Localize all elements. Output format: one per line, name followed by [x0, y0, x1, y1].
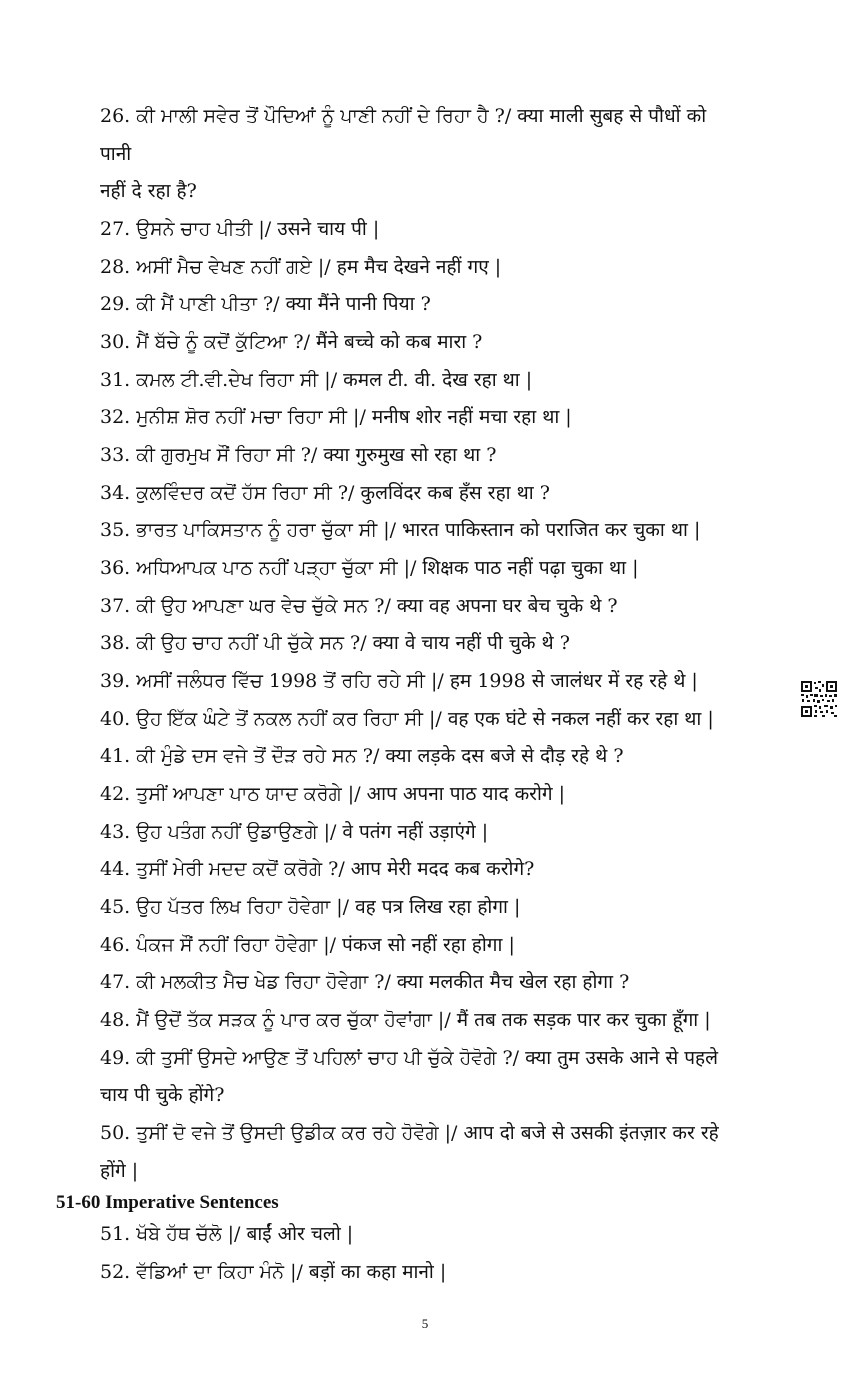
page-number: 5	[421, 1316, 429, 1331]
sentence-34: 34. ਕੁਲਵਿੰਦਰ ਕਦੋਂ ਹੱਸ ਰਿਹਾ ਸੀ ?/ कुलविंदर कब हँस रहा था ?	[100, 482, 550, 504]
sentence-44: 44. ਤੁਸੀਂ ਮੇਰੀ ਮਦਦ ਕਦੋਂ ਕਰੋਗੇ ?/ आप मेरी मदद कब करोगे?	[100, 858, 535, 880]
sentence-42: 42. ਤੁਸੀਂ ਆਪਣਾ ਪਾਠ ਯਾਦ ਕਰੋਗੇ |/ आप अपना पाठ याद करोगे |	[100, 783, 565, 805]
sentence-46: 46. ਪੰਕਜ ਸੌਂ ਨਹੀਂ ਰਿਹਾ ਹੋਵੇਗਾ |/ पंकज सो नहीं रहा होगा |	[100, 934, 515, 956]
sentence-49: 49. ਕੀ ਤੁਸੀਂ ਉਸਦੇ ਆਉਣ ਤੋਂ ਪਹਿਲਾਂ ਚਾਹ ਪੀ ਚੁੱਕੇ ਹੋਵੋਗੇ ?/ क्या तुम उसके आने से पहले	[100, 1047, 718, 1069]
sentence-38: 38. ਕੀ ਉਹ ਚਾਹ ਨਹੀਂ ਪੀ ਚੁੱਕੇ ਸਨ ?/ क्या वे चाय नहीं पी चुके थे ?	[100, 632, 570, 654]
sentence-47: 47. ਕੀ ਮਲਕੀਤ ਮੈਚ ਖੇਡ ਰਿਹਾ ਹੋਵੇਗਾ ?/ क्या मलकीत मैच खेल रहा होगा ?	[100, 971, 630, 993]
sentence-30: 30. ਮੈਂ ਬੱਚੇ ਨੂੰ ਕਦੋਂ ਕੁੱਟਿਆ ?/ मैंने बच्चे को कब मारा ?	[100, 331, 483, 353]
sentence-52: 52. ਵੱਡਿਆਂ ਦਾ ਕਿਹਾ ਮੰਨੋ |/ बड़ों का कहा मानो |	[100, 1261, 447, 1283]
qr-code-icon	[800, 680, 838, 718]
sentence-51: 51. ਖੱਬੇ ਹੱਥ ਚੱਲੋ |/ बाईं ओर चलो |	[100, 1223, 354, 1245]
sentence-41: 41. ਕੀ ਮੁੰਡੇ ਦਸ ਵਜੇ ਤੋਂ ਦੌੜ ਰਹੇ ਸਨ ?/ क्या लड़के दस बजे से दौड़ रहे थे ?	[100, 745, 624, 767]
sentence-49-cont: चाय पी चुके होंगे?	[100, 1084, 225, 1106]
sentence-39: 39. ਅਸੀਂ ਜਲੰਧਰ ਵਿੱਚ 1998 ਤੋਂ ਰਹਿ ਰਹੇ ਸੀ |/ हम 1998 से जालंधर में रह रहे थे |	[100, 670, 698, 692]
sentence-26-cont-1: पानी	[100, 143, 132, 165]
sentence-33: 33. ਕੀ ਗੁਰਮੁਖ ਸੌਂ ਰਿਹਾ ਸੀ ?/ क्या गुरुमुख सो रहा था ?	[100, 444, 497, 466]
sentence-31: 31. ਕਮਲ ਟੀ.ਵੀ.ਦੇਖ ਰਿਹਾ ਸੀ |/ कमल टी. वी. देख रहा था |	[100, 369, 533, 391]
section-heading: 51-60 Imperative Sentences	[56, 1192, 279, 1213]
sentence-26-cont-2: नहीं दे रहा है?	[100, 180, 197, 202]
sentence-50-cont: होंगे |	[100, 1160, 139, 1182]
sentence-50: 50. ਤੁਸੀਂ ਦੋ ਵਜੇ ਤੋਂ ਉਸਦੀ ਉਡੀਕ ਕਰ ਰਹੇ ਹੋਵੋਗੇ |/ आप दो बजे से उसकी इंतज़ार कर रहे	[100, 1122, 719, 1144]
sentence-35: 35. ਭਾਰਤ ਪਾਕਿਸਤਾਨ ਨੂੰ ਹਰਾ ਚੁੱਕਾ ਸੀ |/ भारत पाकिस्तान को पराजित कर चुका था |	[100, 519, 701, 541]
sentence-48: 48. ਮੈਂ ਉਦੋਂ ਤੱਕ ਸੜਕ ਨੂੰ ਪਾਰ ਕਰ ਚੁੱਕਾ ਹੋਵਾਂਗਾ |/ मैं तब तक सड़क पार कर चुका हूँगा |	[100, 1009, 711, 1031]
sentence-26: 26. ਕੀ ਮਾਲੀ ਸਵੇਰ ਤੋਂ ਪੌਦਿਆਂ ਨੂੰ ਪਾਣੀ ਨਹੀਂ ਦੇ ਰਿਹਾ ਹੈ ?/ क्या माली सुबह से पौधों को	[100, 105, 707, 127]
sentence-40: 40. ਉਹ ਇੱਕ ਘੰਟੇ ਤੋਂ ਨਕਲ ਨਹੀਂ ਕਰ ਰਿਹਾ ਸੀ |/ वह एक घंटे से नकल नहीं कर रहा था |	[100, 708, 714, 730]
sentence-32: 32. ਮੁਨੀਸ਼ ਸ਼ੋਰ ਨਹੀਂ ਮਚਾ ਰਿਹਾ ਸੀ |/ मनीष शोर नहीं मचा रहा था |	[100, 406, 572, 428]
sentence-29: 29. ਕੀ ਮੈਂ ਪਾਣੀ ਪੀਤਾ ?/ क्या मैंने पानी पिया ?	[100, 293, 431, 315]
sentence-36: 36. ਅਧਿਆਪਕ ਪਾਠ ਨਹੀਂ ਪੜ੍ਹਾ ਚੁੱਕਾ ਸੀ |/ शिक्षक पाठ नहीं पढ़ा चुका था |	[100, 557, 639, 579]
sentence-45: 45. ਉਹ ਪੱਤਰ ਲਿਖ ਰਿਹਾ ਹੋਵੇਗਾ |/ वह पत्र लिख रहा होगा |	[100, 896, 521, 918]
sentence-43: 43. ਉਹ ਪਤੰਗ ਨਹੀਂ ਉਡਾਉਣਗੇ |/ वे पतंग नहीं उड़ाएंगे |	[100, 821, 489, 843]
sentence-37: 37. ਕੀ ਉਹ ਆਪਣਾ ਘਰ ਵੇਚ ਚੁੱਕੇ ਸਨ ?/ क्या वह अपना घर बेच चुके थे ?	[100, 595, 618, 617]
sentence-27: 27. ਉਸਨੇ ਚਾਹ ਪੀਤੀ |/ उसने चाय पी |	[100, 218, 380, 240]
sentence-28: 28. ਅਸੀਂ ਮੈਚ ਵੇਖਣ ਨਹੀਂ ਗਏ |/ हम मैच देखने नहीं गए |	[100, 256, 502, 278]
